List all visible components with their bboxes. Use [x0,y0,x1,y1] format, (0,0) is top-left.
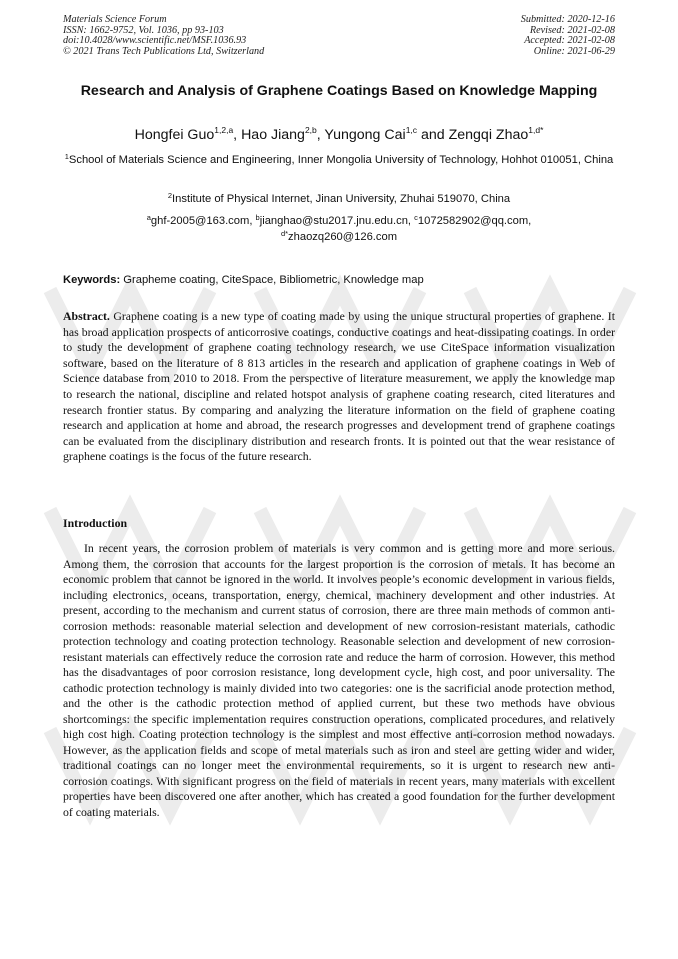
email-line-2 [63,230,615,246]
abstract-text: Graphene coating is a new type of coating made by using the unique structural properties of graphene. It has broad application prospects of anticorrosive coatings, conductive coatings and heat-dissipating coatings. In order to study the development of graphene coating technology research, we use CiteSpace information visualization software, based on the literature of 8 813 articles in the research and application of graphene coatings in Web of Science database from 2010 to 2018. From the perspective of literature measurement, we apply the knowledge map to research the national, discipline and related hotspot analysis of graphene coating research, cited literatures and research frontier status. By comparing and analyzing the literature information on the field of graphene coating research and application at home and abroad, the research progresses and development trend of graphene coatings can be evaluated from the disciplinary distribution and research fronts. It is pointed out that the wear resistance of graphene coatings is the focus of the future research. [63,309,615,464]
affiliation-text: School of Materials Science and Engineering, Inner Mongolia University of Technology, Hohhot 010051, China [68,154,614,166]
issn-line: ISSN: 1662-9752, Vol. 1036, pp 93-103 [63,24,224,36]
affiliation-mark: 1 [64,152,69,161]
revised-date: Revised: 2021-02-08 [529,24,615,36]
copyright-line: © 2021 Trans Tech Publications Ltd, Switzerland [63,45,265,57]
abstract-paragraph [63,309,615,465]
keywords-text: Grapheme coating, CiteSpace, Bibliometric, Knowledge map [120,274,424,286]
keywords-line [63,273,615,287]
journal-info-header [63,15,264,57]
author-name: Hao Jiang [241,127,305,143]
author-emails [63,214,615,245]
submission-dates-header [521,15,615,57]
author-name: Hongfei Guo [134,127,215,143]
affiliation-2 [63,192,615,208]
author-affiliation-mark: 1,d* [528,125,544,135]
email-mark: a [146,213,151,222]
email-mark: b [255,213,260,222]
author-name: Zengqi Zhao [448,127,529,143]
email-mark: c [414,213,418,222]
affiliation-text: Institute of Physical Internet, Jinan University, Zhuhai 519070, China [172,193,511,205]
author-list [40,126,638,144]
affiliation-1 [63,153,615,169]
email-mark: d* [280,228,289,238]
email-link[interactable]: 1072582902@qq.com, [417,215,532,227]
online-date: Online: 2021-06-29 [533,45,615,57]
submitted-date: Submitted: 2020-12-16 [520,14,615,25]
email-link[interactable]: zhaozq260@126.com [288,230,398,243]
author-separator: and [417,127,449,143]
author-affiliation-mark: 1,c [405,125,418,135]
email-link[interactable]: jianghao@stu2017.jnu.edu.cn, [259,215,415,227]
affiliation-mark: 2 [167,191,173,200]
abstract-label: Abstract. [63,309,110,323]
doi-line: doi:10.4028/www.scientific.net/MSF.1036.93 [63,35,247,47]
section-heading-introduction: Introduction [63,516,128,530]
keywords-label: Keywords: [63,274,121,286]
author-affiliation-mark: 2,b [304,125,317,135]
introduction-paragraph: In recent years, the corrosion problem of materials is very common and is getting more and more serious. Among them, the corrosion that accounts for the largest proportion is the corrosion of metals. It has become an economic problem that cannot be ignored in the world. It involves people’s economic development in various fields, including electronics, oceans, transportation, energy, chemical, machinery development and other industries. At present, according to the mechanism and current status of corrosion, there are three main methods of common anti-corrosion methods: reasonable material selection and development of new corrosion-resistant materials, cathodic protection technology and coating protection technology. Reasonable selection and development of new corrosion-resistant materials can effectively reduce the corrosion rate and reduce the harm of corrosion. However, this method has the disadvantages of poor corrosion resistance, long development cycle, high cost, and poor universality. The cathodic protection technology is mainly divided into two categories: one is the sacrificial anode protection method, and the other is the cathodic protection method of applied current, but these two methods have obvious shortcomings: the specific implementation requires construction operations, complicated procedures, and relatively high cost high. Coating protection technology is the simplest and most effective anti-corrosion method nowadays. However, as the application fields and scope of metal materials such as iron and steel are getting wider and wider, traditional coatings can no longer meet the environmental requirements, so it is urgent to research new anti-corrosion coatings. With significant progress on the field of materials in recent years, many materials with excellent properties have been discovered one after another, which has created a good foundation for the further development of coating materials. [63,541,615,819]
paper-title: Research and Analysis of Graphene Coatings Based on Knowledge Mapping [80,83,598,99]
author-name: Yungong Cai [324,127,406,143]
author-separator: , [233,127,242,143]
accepted-date: Accepted: 2021-02-08 [524,35,615,47]
email-link[interactable]: ghf-2005@163.com, [150,215,256,227]
author-affiliation-mark: 1,2,a [214,125,234,135]
author-separator: , [316,127,325,143]
email-line-1 [63,214,615,230]
journal-name: Materials Science Forum [63,14,167,25]
